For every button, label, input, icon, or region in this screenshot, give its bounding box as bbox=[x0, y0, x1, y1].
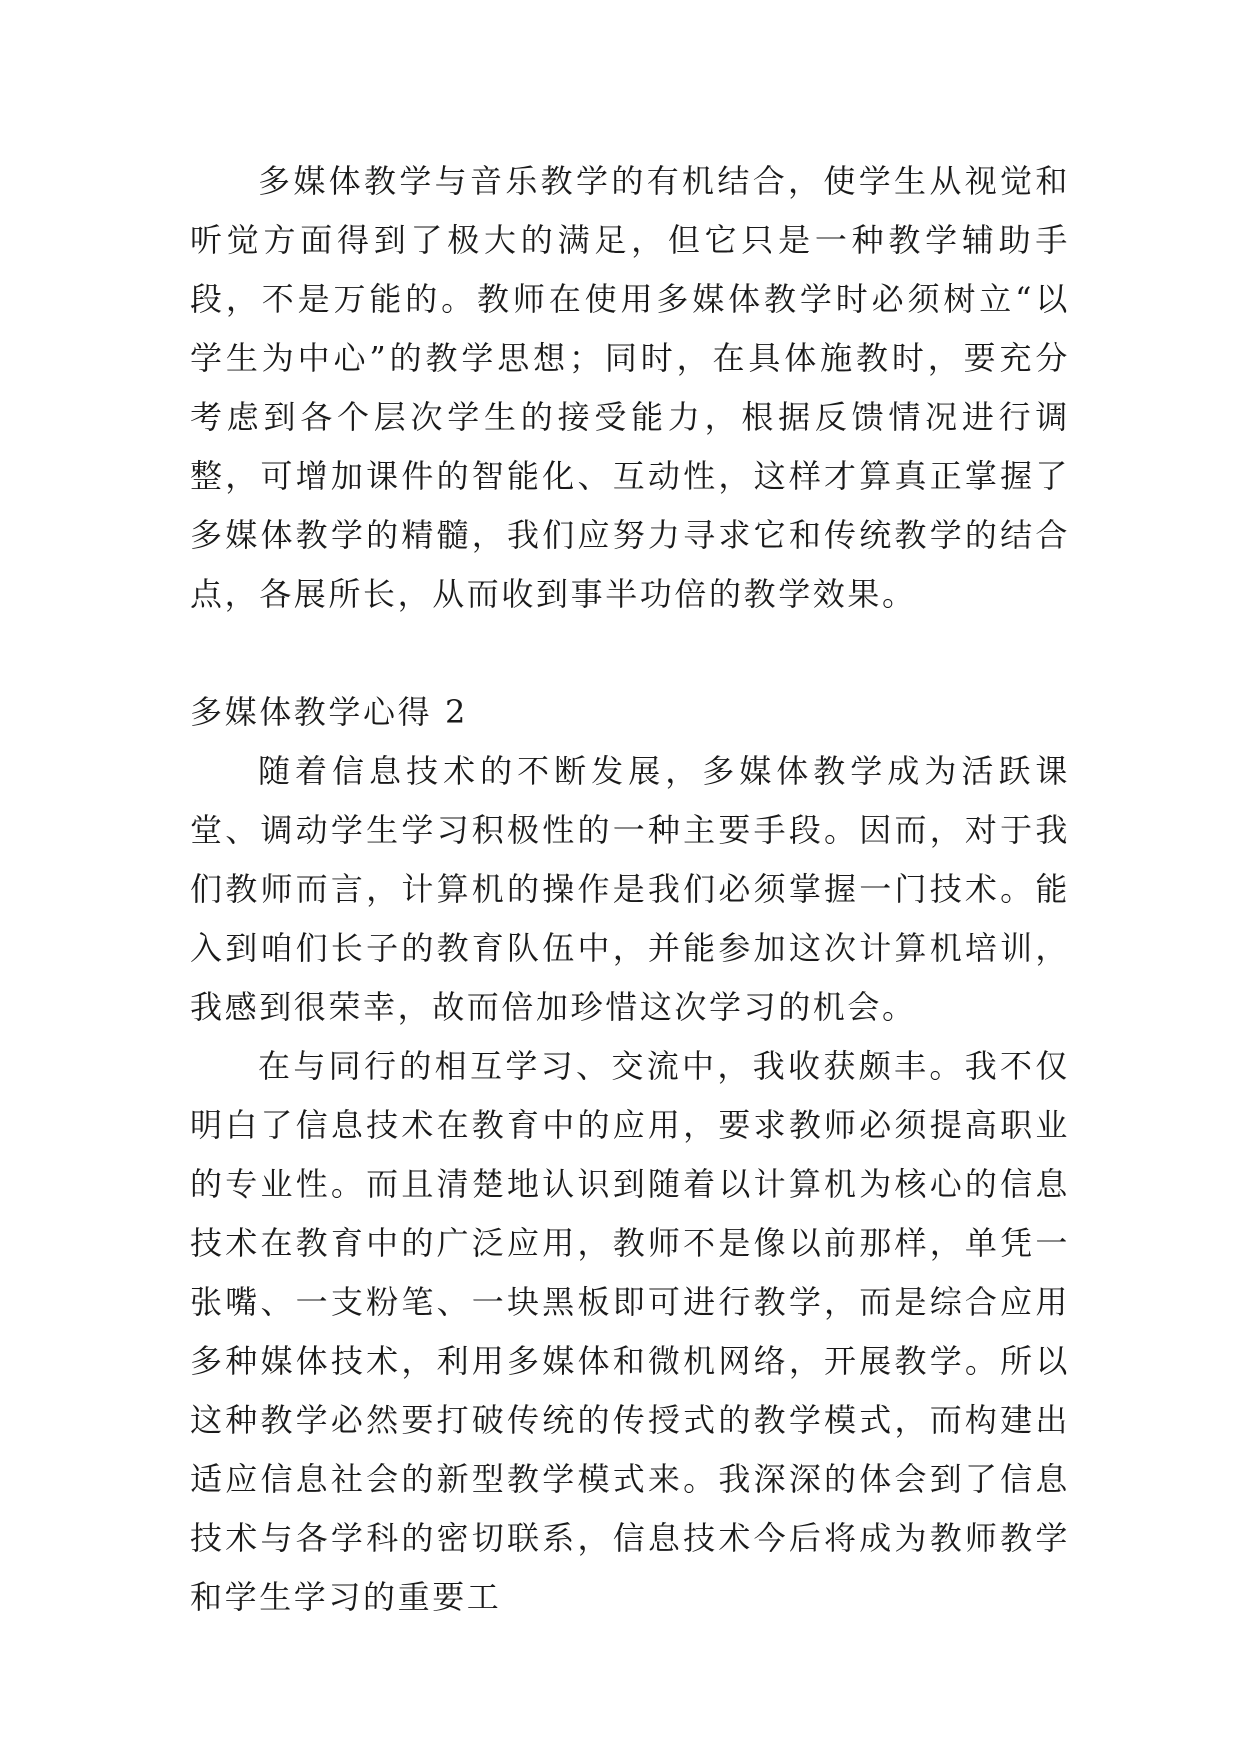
section-title: 多媒体教学心得 2 bbox=[190, 693, 468, 731]
paragraph-it-development: 随着信息技术的不断发展，多媒体教学成为活跃课堂、调动学生学习积极性的一种主要手段。因而，对于我们教师而言，计算机的操作是我们必须掌握一门技术。能入到咱们长子的教育队伍中，并能参加这次计算机培训，我感到很荣幸，故而倍加珍惜这次学习的机会。 bbox=[190, 752, 1070, 1026]
paragraph-multimedia-music: 多媒体教学与音乐教学的有机结合，使学生从视觉和听觉方面得到了极大的满足，但它只是一种教学辅助手段，不是万能的。教师在使用多媒体教学时必须树立“以学生为中心”的教学思想；同时，在具体施教时，要充分考虑到各个层次学生的接受能力，根据反馈情况进行调整，可增加课件的智能化、互动性，这样才算真正掌握了多媒体教学的精髓，我们应努力寻求它和传统教学的结合点，各展所长，从而收到事半功倍的教学效果。 bbox=[190, 162, 1070, 613]
paragraph-gap bbox=[190, 624, 1070, 683]
paragraph-peer-learning: 在与同行的相互学习、交流中，我收获颇丰。我不仅明白了信息技术在教育中的应用，要求教师必须提高职业的专业性。而且清楚地认识到随着以计算机为核心的信息技术在教育中的广泛应用，教师不是像以前那样，单凭一张嘴、一支粉笔、一块黑板即可进行教学，而是综合应用多种媒体技术，利用多媒体和微机网络，开展教学。所以这种教学必然要打破传统的传授式的教学模式，而构建出适应信息社会的新型教学模式来。我深深的体会到了信息技术与各学科的密切联系，信息技术今后将成为教师教学和学生学习的重要工 bbox=[190, 1047, 1070, 1616]
document-body bbox=[190, 152, 1070, 1627]
